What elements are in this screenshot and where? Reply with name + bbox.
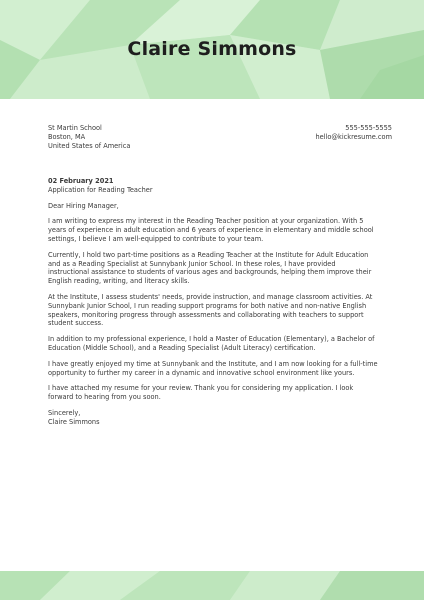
phone-number: 555-555-5555 — [345, 124, 392, 132]
letter-paragraph: In addition to my professional experience, I hold a Master of Education (Elementary), a Bachelor of Education (Middle School), and a Reading Specialist (Adult Literacy) certification. — [48, 335, 375, 352]
sender-line: Boston, MA — [48, 132, 86, 141]
letter-subject: Application for Reading Teacher — [48, 185, 153, 194]
letter-date: 02 February 2021 — [48, 177, 114, 185]
letter-paragraph: I am writing to express my interest in the Reading Teacher position at your organization. With 5 years of experience in adult education and 6 years of experience in elementary and middle school settings, I believe I am well-equipped to contribute to your team. — [48, 217, 374, 243]
sender-address — [48, 124, 130, 150]
letter-paragraph: Currently, I hold two part-time positions as a Reading Teacher at the Institute for Adult Education and as a Reading Specialist at Sunnybank Junior School. In these roles, I have provided instructional assistance to students of various ages and backgrounds, helping them improve their English reading, writing, and literacy skills. — [48, 250, 372, 286]
letter-signature: Claire Simmons — [48, 417, 100, 426]
header-banner — [0, 0, 424, 99]
sender-line: United States of America — [48, 141, 131, 150]
letter-body — [48, 177, 378, 427]
letter-paragraph: At the Institute, I assess students' needs, provide instruction, and manage classroom activities. At Sunnybank Junior School, I run reading support programs for both native and non-native English speakers, monitoring progress through assessments and collaborating with teachers to support student success. — [48, 292, 373, 328]
email-address: hello@kickresume.com — [315, 132, 392, 141]
candidate-name: Claire Simmons — [127, 38, 297, 60]
letter-paragraph: I have greatly enjoyed my time at Sunnybank and the Institute, and I am now looking for a full-time opportunity to further my career in a dynamic and innovative school environment like yours. — [48, 359, 378, 377]
sender-line: St Martin School — [48, 124, 102, 132]
footer-banner — [0, 571, 424, 600]
contact-info — [315, 124, 392, 142]
letter-paragraph: I have attached my resume for your review. Thank you for considering my application. I look forward to hearing from you soon. — [48, 384, 354, 402]
footer-pattern — [0, 571, 424, 600]
letter-salutation: Dear Hiring Manager, — [48, 201, 119, 210]
letter-closing: Sincerely, — [48, 408, 81, 417]
